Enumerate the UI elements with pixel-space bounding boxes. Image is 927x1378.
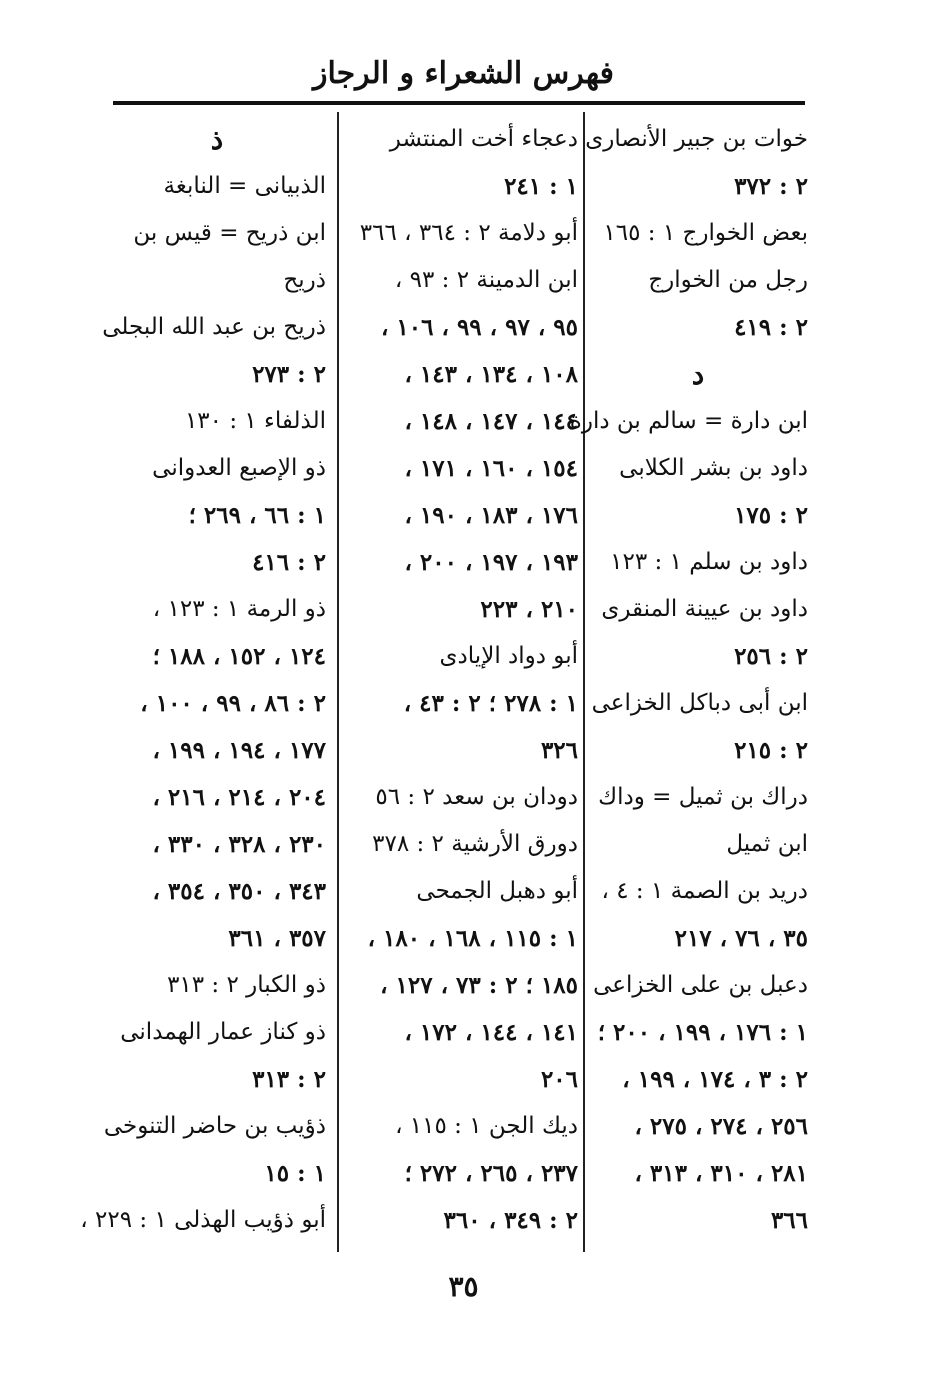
index-entry-line: أبو دلامة ٢ : ٣٦٤ ، ٣٦٦ (359, 220, 578, 246)
index-entry-line: ١٤٤ ، ١٤٧ ، ١٤٨ ، (404, 408, 578, 435)
index-entry-line: ١ : ١٥ (264, 1160, 326, 1187)
index-entry-line: دريد بن الصمة ١ : ٤ ، (601, 878, 808, 904)
index-entry-line: ٢ : ٤١٩ (734, 314, 808, 341)
index-entry-line: أبو ذؤيب الهذلى ١ : ٢٢٩ ، (80, 1207, 326, 1233)
index-entry-line: ابن ثميل (726, 831, 808, 857)
index-entry-line: ١ : ٢٧٨ ؛ ٢ : ٤٣ ، (403, 690, 578, 717)
index-entry-line: ٢ : ٢٧٣ (252, 361, 326, 388)
index-entry-line: الذبيانى = النابغة (163, 173, 326, 199)
index-entry-line: ٢ : ٣٧٢ (734, 173, 808, 200)
index-entry-line: ابن الدمينة ٢ : ٩٣ ، (394, 267, 578, 293)
index-entry-line: داود بن سلم ١ : ١٢٣ (610, 549, 808, 575)
index-entry-line: داود بن عيينة المنقرى (601, 596, 808, 622)
index-entry-line: رجل من الخوارج (648, 267, 808, 293)
index-entry-line: خوات بن جبير الأنصارى (585, 126, 808, 152)
index-entry-line: ٣٢٦ (540, 737, 578, 764)
column-divider-left (337, 112, 339, 1252)
page-number: ٣٥ (448, 1270, 479, 1303)
index-entry-line: د (691, 358, 705, 391)
index-entry-line: ٢ : ٣٤٩ ، ٣٦٠ (443, 1207, 578, 1234)
index-entry-line: ٢ : ١٧٥ (734, 502, 808, 529)
index-column-left (80, 116, 326, 1244)
index-entry-line: ذو كناز عمار الهمدانى (120, 1019, 326, 1045)
index-entry-line: دراك بن ثميل = وداك (598, 784, 808, 810)
index-entry-line: ١ : ٦٦ ، ٢٦٩ ؛ (188, 502, 326, 529)
index-entry-line: دورق الأرشية ٢ : ٣٧٨ (372, 831, 578, 857)
index-entry-line: ذو الكبار ٢ : ٣١٣ (167, 972, 326, 998)
index-entry-line: ١٩٣ ، ١٩٧ ، ٢٠٠ ، (404, 549, 578, 576)
index-entry-line: الذلفاء ١ : ١٣٠ (184, 408, 326, 434)
index-entry-line: ٢٠٦ (540, 1066, 578, 1093)
index-entry-line: ابن ذريح = قيس بن (133, 220, 326, 246)
index-entry-line: ٢ : ٤١٦ (252, 549, 326, 576)
index-entry-line: ٢٨١ ، ٣١٠ ، ٣١٣ ، (634, 1160, 808, 1187)
index-entry-line: ٩٥ ، ٩٧ ، ٩٩ ، ١٠٦ ، (380, 314, 578, 341)
index-entry-line: ذو الرمة ١ : ١٢٣ ، (152, 596, 326, 622)
index-entry-line: ديك الجن ١ : ١١٥ ، (395, 1113, 578, 1139)
index-entry-line: ١ : ١١٥ ، ١٦٨ ، ١٨٠ ، (367, 925, 578, 952)
index-entry-line: ١ : ٢٤١ (504, 173, 578, 200)
index-entry-line: بعض الخوارج ١ : ١٦٥ (603, 220, 808, 246)
index-entry-line: ذ (210, 123, 224, 156)
index-entry-line: ابن دارة = سالم بن دارة (569, 408, 808, 434)
title-rule (113, 101, 805, 105)
index-entry-line: أبو دهبل الجمحى (416, 878, 578, 904)
index-entry-line: داود بن بشر الكلابى (619, 455, 808, 481)
index-entry-line: دعجاء أخت المنتشر (389, 126, 578, 152)
index-column-right (569, 116, 808, 1244)
index-entry-line: ٢٣٧ ، ٢٦٥ ، ٢٧٢ ؛ (404, 1160, 578, 1187)
index-entry-line: ١٨٥ ؛ ٢ : ٧٣ ، ١٢٧ ، (380, 972, 578, 999)
index-entry-line: دعبل بن على الخزاعى (593, 972, 808, 998)
index-entry-line: ذريح بن عبد الله البجلى (102, 314, 326, 340)
index-entry-line: ٢ : ٢١٥ (734, 737, 808, 764)
index-entry-line: ٣٤٣ ، ٣٥٠ ، ٣٥٤ ، (152, 878, 326, 905)
index-entry-line: ٢ : ٨٦ ، ٩٩ ، ١٠٠ ، (140, 690, 326, 717)
index-entry-line: ٣٥ ، ٧٦ ، ٢١٧ (674, 925, 808, 952)
index-entry-line: ١ : ١٧٦ ، ١٩٩ ، ٢٠٠ ؛ (597, 1019, 808, 1046)
index-entry-line: ٢ : ٣١٣ (252, 1066, 326, 1093)
page-title: فهرس الشعراء و الرجاز (312, 56, 615, 91)
index-entry-line: ١٢٤ ، ١٥٢ ، ١٨٨ ؛ (152, 643, 326, 670)
index-entry-line: ١٠٨ ، ١٣٤ ، ١٤٣ ، (404, 361, 578, 388)
index-entry-line: ١٧٧ ، ١٩٤ ، ١٩٩ ، (152, 737, 326, 764)
column-divider-right (583, 112, 585, 1252)
index-entry-line: ٢٠٤ ، ٢١٤ ، ٢١٦ ، (152, 784, 326, 811)
index-entry-line: دودان بن سعد ٢ : ٥٦ (375, 784, 578, 810)
index-entry-line: ذؤيب بن حاضر التنوخى (103, 1113, 326, 1139)
index-entry-line: ذو الإصبع العدوانى (152, 455, 326, 481)
index-entry-line: ٣٦٦ (770, 1207, 808, 1234)
index-entry-line: ٢٥٦ ، ٢٧٤ ، ٢٧٥ ، (634, 1113, 808, 1140)
index-entry-line: ذريح (283, 267, 326, 293)
index-column-middle (348, 116, 578, 1244)
index-entry-line: أبو دواد الإيادى (439, 643, 578, 669)
index-entry-line: ١٧٦ ، ١٨٣ ، ١٩٠ ، (404, 502, 578, 529)
index-entry-line: ٢١٠ ، ٢٢٣ (480, 596, 578, 623)
index-entry-line: ٢ : ٣ ، ١٧٤ ، ١٩٩ ، (622, 1066, 808, 1093)
index-entry-line: ١٤١ ، ١٤٤ ، ١٧٢ ، (404, 1019, 578, 1046)
index-entry-line: ١٥٤ ، ١٦٠ ، ١٧١ ، (404, 455, 578, 482)
index-entry-line: ٢٣٠ ، ٣٢٨ ، ٣٣٠ ، (152, 831, 326, 858)
index-entry-line: ابن أبى دباكل الخزاعى (591, 690, 808, 716)
index-entry-line: ٣٥٧ ، ٣٦١ (228, 925, 326, 952)
index-entry-line: ٢ : ٢٥٦ (734, 643, 808, 670)
